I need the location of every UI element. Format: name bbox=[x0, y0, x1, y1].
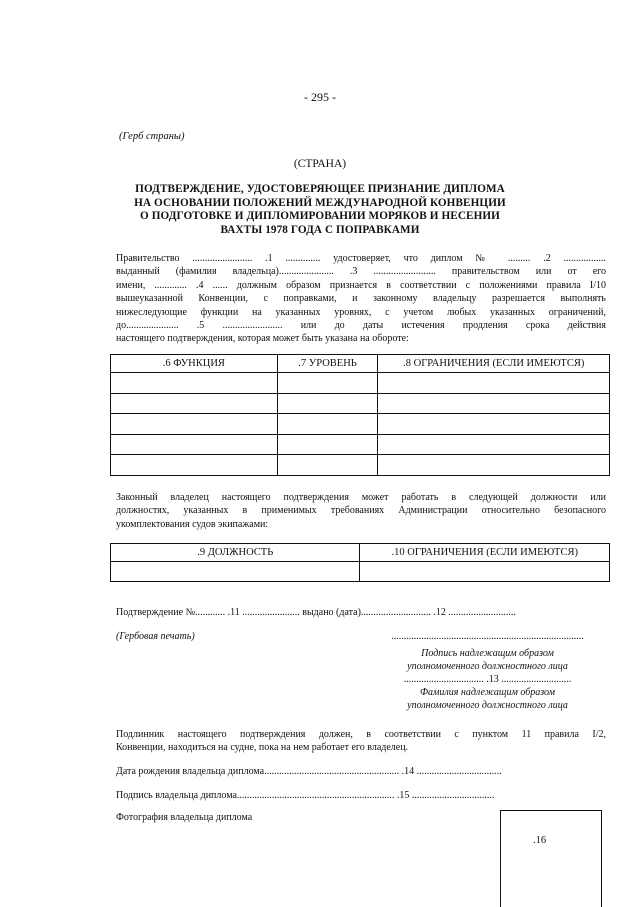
title-line: ВАХТЫ 1978 ГОДА С ПОПРАВКАМИ bbox=[220, 223, 420, 236]
level-cell[interactable] bbox=[277, 393, 378, 414]
official-name-caption: уполномоченного должностного лица bbox=[407, 699, 568, 711]
limitations-column-header: .8 ОГРАНИЧЕНИЯ (ЕСЛИ ИМЕЮТСЯ) bbox=[378, 355, 610, 373]
title-line: О ПОДГОТОВКЕ И ДИПЛОМИРОВАНИИ МОРЯКОВ И НЕСЕНИИ bbox=[140, 210, 500, 223]
intro-line: нижеследующие функции на указанных уровнях, с учетом любых указанных ограничений, bbox=[116, 306, 606, 318]
title-line: ПОДТВЕРЖДЕНИЕ, УДОСТОВЕРЯЮЩЕЕ ПРИЗНАНИЕ ДИПЛОМА bbox=[135, 183, 505, 195]
intro-line: выданный (фамилия владельца)...................... .3 ......................... правительством или от его bbox=[116, 266, 606, 278]
original-line: Подлинник настоящего подтверждения должен, в соответствии с пунктом 11 правила I/2, bbox=[116, 729, 606, 740]
level-cell[interactable] bbox=[277, 434, 378, 455]
intro-line: Правительство ........................ .1 .............. удостоверяет, что диплом № ......... .2 ................. bbox=[116, 253, 606, 264]
function-column-header: .6 ФУНКЦИЯ bbox=[111, 355, 278, 373]
position-line: укомплектования судов экипажами: bbox=[116, 518, 269, 530]
position-line: Законный владелец настоящего подтверждения может работать в следующей должности или bbox=[116, 492, 606, 503]
position-limitations-cell[interactable] bbox=[360, 562, 610, 582]
positions-table bbox=[110, 543, 610, 582]
emblem-placeholder: (Герб страны) bbox=[119, 131, 185, 142]
intro-line: настоящего подтверждения, которая может быть указана на обороте: bbox=[116, 333, 409, 345]
signature-line: ............................................................................. bbox=[391, 631, 584, 642]
document-title bbox=[100, 183, 540, 237]
official-signature-block bbox=[375, 631, 600, 712]
table-row bbox=[111, 393, 610, 414]
photo-label: Фотография владельца диплома bbox=[116, 812, 253, 823]
limitations-cell[interactable] bbox=[378, 393, 610, 414]
level-cell[interactable] bbox=[277, 414, 378, 435]
table-row bbox=[111, 455, 610, 476]
official-seal-placeholder: (Гербовая печать) bbox=[116, 631, 195, 642]
table-row bbox=[111, 414, 610, 435]
table-row bbox=[111, 562, 610, 582]
function-cell[interactable] bbox=[111, 373, 278, 394]
holder-signature-line: Подпись владельца диплома............................................................... .15 ................................. bbox=[116, 790, 495, 801]
function-cell[interactable] bbox=[111, 434, 278, 455]
position-cell[interactable] bbox=[111, 562, 360, 582]
limitations-cell[interactable] bbox=[378, 414, 610, 435]
position-column-header: .9 ДОЛЖНОСТЬ bbox=[111, 544, 360, 562]
limitations-cell[interactable] bbox=[378, 434, 610, 455]
level-cell[interactable] bbox=[277, 455, 378, 476]
level-column-header: .7 УРОВЕНЬ bbox=[277, 355, 378, 373]
signature-caption: Подпись надлежащим образом bbox=[421, 648, 554, 659]
function-cell[interactable] bbox=[111, 414, 278, 435]
table-header-row bbox=[111, 544, 610, 562]
confirmation-number-line: Подтверждение №............ .11 ....................... выдано (дата)............................ .12 ........................... bbox=[116, 607, 516, 618]
official-name-line: ................................ .13 ............................ bbox=[403, 674, 572, 685]
table-row bbox=[111, 434, 610, 455]
limitations-cell[interactable] bbox=[378, 455, 610, 476]
birth-date-line: Дата рождения владельца диплома...................................................... .14 .................................. bbox=[116, 766, 502, 777]
title-line: НА ОСНОВАНИИ ПОЛОЖЕНИЙ МЕЖДУНАРОДНОЙ КОНВЕНЦИИ bbox=[134, 196, 506, 209]
original-line: Конвенции, находиться на судне, пока на нем работает его владелец. bbox=[116, 742, 409, 754]
official-name-caption: Фамилия надлежащим образом bbox=[419, 687, 556, 698]
intro-line: имени, ............. .4 ...... должным образом признается в соответствии с положениями правила I/10 bbox=[116, 279, 606, 291]
photo-box[interactable] bbox=[500, 810, 602, 907]
original-paragraph bbox=[116, 728, 606, 755]
function-cell[interactable] bbox=[111, 455, 278, 476]
position-limitations-column-header: .10 ОГРАНИЧЕНИЯ (ЕСЛИ ИМЕЮТСЯ) bbox=[360, 544, 610, 562]
function-cell[interactable] bbox=[111, 393, 278, 414]
intro-paragraph bbox=[116, 252, 606, 346]
signature-caption: уполномоченного должностного лица bbox=[407, 660, 568, 672]
page-number: - 295 - bbox=[304, 90, 336, 104]
intro-line: до..................... .5 ........................ или до даты истечения продления срока действия bbox=[116, 320, 606, 332]
table-header-row bbox=[111, 355, 610, 373]
limitations-cell[interactable] bbox=[378, 373, 610, 394]
functions-table bbox=[110, 354, 610, 476]
position-paragraph bbox=[116, 491, 606, 531]
position-line: должностях, указанных в применимых требованиях Администрации относительно безопасного bbox=[116, 505, 606, 517]
country-placeholder: (СТРАНА) bbox=[293, 158, 347, 170]
photo-number: .16 bbox=[533, 835, 547, 846]
intro-line: вышеуказанной Конвенции, с поправками, и законному владельцу разрешается выполнять bbox=[116, 293, 606, 305]
table-row bbox=[111, 373, 610, 394]
level-cell[interactable] bbox=[277, 373, 378, 394]
